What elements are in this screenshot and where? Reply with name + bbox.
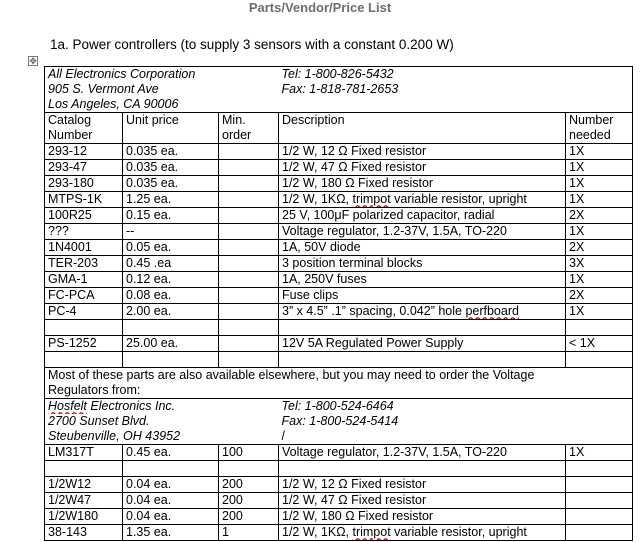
empty-cell <box>45 320 123 336</box>
vendor-contact-line <box>279 97 633 113</box>
unit-price: 2.00 ea. <box>123 304 219 320</box>
number-needed <box>566 509 633 525</box>
vendor-name: Electronics Inc. <box>86 399 176 413</box>
misspelled-word: perfboard <box>465 304 519 318</box>
unit-price: -- <box>123 224 219 240</box>
min-order <box>219 304 279 320</box>
table-row <box>45 288 633 304</box>
vendor-address-row <box>45 67 633 83</box>
header-desc <box>279 128 566 144</box>
description: 1A, 250V fuses <box>279 272 566 288</box>
empty-cell <box>279 461 566 477</box>
section-heading: 1a. Power controllers (to supply 3 sensors with a constant 0.200 W) <box>50 37 454 52</box>
number-needed: 1X <box>566 176 633 192</box>
empty-cell <box>123 352 219 368</box>
blank-row <box>45 352 633 368</box>
empty-cell <box>279 352 566 368</box>
vendor-address-line: Los Angeles, CA 90006 <box>45 97 279 113</box>
unit-price: 1.25 ea. <box>123 192 219 208</box>
vendor-address-line: 2700 Sunset Blvd. <box>45 414 279 429</box>
number-needed <box>566 525 633 541</box>
description: 12V 5A Regulated Power Supply <box>279 336 566 352</box>
number-needed <box>566 477 633 493</box>
empty-cell <box>219 320 279 336</box>
number-needed: 1X <box>566 160 633 176</box>
table-row <box>45 272 633 288</box>
number-needed: 2X <box>566 208 633 224</box>
unit-price: 0.035 ea. <box>123 176 219 192</box>
catalog-number: 293-12 <box>45 144 123 160</box>
min-order <box>219 272 279 288</box>
note-text: Most of these parts are also available elsewhere, but you may need to order the Voltage <box>45 368 633 384</box>
number-needed: < 1X <box>566 336 633 352</box>
catalog-number: 293-180 <box>45 176 123 192</box>
min-order: 200 <box>219 493 279 509</box>
catalog-number: GMA-1 <box>45 272 123 288</box>
header-min: order <box>219 128 279 144</box>
note-row <box>45 368 633 384</box>
table-row <box>45 477 633 493</box>
vendor-contact-line: / <box>279 429 633 445</box>
description-text: variable resistor, upright <box>390 192 527 206</box>
empty-cell <box>566 352 633 368</box>
header-desc: Description <box>279 113 566 129</box>
description-text: 1/2 W, 1KΩ, <box>282 192 353 206</box>
catalog-number: LM317T <box>45 445 123 461</box>
unit-price: 0.45 ea. <box>123 445 219 461</box>
vendor-contact-line: Fax: 1-800-524-5414 <box>279 414 633 429</box>
number-needed: 2X <box>566 288 633 304</box>
empty-cell <box>45 461 123 477</box>
misspelled-word: trimpot <box>352 525 391 539</box>
catalog-number: FC-PCA <box>45 288 123 304</box>
unit-price: 25.00 ea. <box>123 336 219 352</box>
vendor-address-row <box>45 414 633 429</box>
min-order: 200 <box>219 509 279 525</box>
unit-price: 0.05 ea. <box>123 240 219 256</box>
min-order <box>219 192 279 208</box>
unit-price: 0.035 ea. <box>123 144 219 160</box>
table-row <box>45 192 633 208</box>
table-row <box>45 493 633 509</box>
misspelled-word: Hosfelt <box>48 399 87 413</box>
vendor-address-row <box>45 97 633 113</box>
table-row <box>45 509 633 525</box>
empty-cell <box>566 320 633 336</box>
unit-price: 0.04 ea. <box>123 493 219 509</box>
catalog-number: PS-1252 <box>45 336 123 352</box>
vendor-address-line: 905 S. Vermont Ave <box>45 82 279 97</box>
description-text: 3” x 4.5” .1” spacing, 0.042” hole <box>282 304 466 318</box>
empty-cell <box>123 320 219 336</box>
number-needed: 1X <box>566 304 633 320</box>
catalog-number: 38-143 <box>45 525 123 541</box>
note-row <box>45 383 633 399</box>
header-price <box>123 128 219 144</box>
catalog-number: 100R25 <box>45 208 123 224</box>
table-row <box>45 176 633 192</box>
number-needed: 1X <box>566 272 633 288</box>
description: 1A, 50V diode <box>279 240 566 256</box>
empty-cell <box>219 461 279 477</box>
min-order <box>219 160 279 176</box>
header-catalog: Number <box>45 128 123 144</box>
header-need: needed <box>566 128 633 144</box>
unit-price: 0.15 ea. <box>123 208 219 224</box>
vendor-address-line <box>45 399 279 415</box>
vendor-address-row <box>45 429 633 445</box>
empty-cell <box>566 461 633 477</box>
description: Voltage regulator, 1.2-37V, 1.5A, TO-220 <box>279 224 566 240</box>
unit-price: 0.45 .ea <box>123 256 219 272</box>
description: 1/2 W, 12 Ω Fixed resistor <box>279 477 566 493</box>
number-needed: 1X <box>566 224 633 240</box>
number-needed <box>566 493 633 509</box>
catalog-number: MTPS-1K <box>45 192 123 208</box>
table-row <box>45 304 633 320</box>
four-arrow-move-icon: ✥ <box>29 56 37 66</box>
unit-price: 0.08 ea. <box>123 288 219 304</box>
table-move-handle[interactable] <box>28 56 38 66</box>
catalog-number: 1N4001 <box>45 240 123 256</box>
vendor-address-line: Steubenville, OH 43952 <box>45 429 279 445</box>
empty-cell <box>219 352 279 368</box>
min-order <box>219 224 279 240</box>
vendor-contact-line: Fax: 1-818-781-2653 <box>279 82 633 97</box>
table-row <box>45 336 633 352</box>
table-row <box>45 224 633 240</box>
catalog-number: ??? <box>45 224 123 240</box>
unit-price: 0.04 ea. <box>123 477 219 493</box>
parts-table <box>44 66 633 541</box>
min-order: 100 <box>219 445 279 461</box>
description: 25 V, 100μF polarized capacitor, radial <box>279 208 566 224</box>
number-needed: 1X <box>566 144 633 160</box>
min-order <box>219 256 279 272</box>
unit-price: 0.04 ea. <box>123 509 219 525</box>
header-min: Min. <box>219 113 279 129</box>
catalog-number: 293-47 <box>45 160 123 176</box>
blank-row <box>45 461 633 477</box>
description: Fuse clips <box>279 288 566 304</box>
min-order <box>219 144 279 160</box>
unit-price: 0.035 ea. <box>123 160 219 176</box>
catalog-number: 1/2W12 <box>45 477 123 493</box>
number-needed: 2X <box>566 240 633 256</box>
min-order: 1 <box>219 525 279 541</box>
number-needed: 1X <box>566 445 633 461</box>
catalog-number: 1/2W47 <box>45 493 123 509</box>
table-row <box>45 208 633 224</box>
unit-price: 1.35 ea. <box>123 525 219 541</box>
table-row <box>45 160 633 176</box>
column-header-row <box>45 113 633 129</box>
note-text: Regulators from: <box>45 383 633 399</box>
description-text: 1/2 W, 1KΩ, <box>282 525 353 539</box>
vendor-contact-line: Tel: 1-800-826-5432 <box>279 67 633 83</box>
catalog-number: 1/2W180 <box>45 509 123 525</box>
min-order <box>219 288 279 304</box>
catalog-number: PC-4 <box>45 304 123 320</box>
blank-row <box>45 320 633 336</box>
description: 3 position terminal blocks <box>279 256 566 272</box>
empty-cell <box>45 352 123 368</box>
unit-price: 0.12 ea. <box>123 272 219 288</box>
vendor-address-line: All Electronics Corporation <box>45 67 279 83</box>
description: 1/2 W, 180 Ω Fixed resistor <box>279 509 566 525</box>
empty-cell <box>279 320 566 336</box>
description: 1/2 W, 47 Ω Fixed resistor <box>279 160 566 176</box>
description: 1/2 W, 47 Ω Fixed resistor <box>279 493 566 509</box>
description <box>279 304 566 320</box>
header-catalog: Catalog <box>45 113 123 129</box>
header-price: Unit price <box>123 113 219 129</box>
table-row <box>45 256 633 272</box>
empty-cell <box>123 461 219 477</box>
vendor-address-row <box>45 82 633 97</box>
description: 1/2 W, 12 Ω Fixed resistor <box>279 144 566 160</box>
description <box>279 525 566 541</box>
description-text: variable resistor, upright <box>390 525 527 539</box>
number-needed: 1X <box>566 192 633 208</box>
number-needed: 3X <box>566 256 633 272</box>
min-order <box>219 240 279 256</box>
table-row <box>45 445 633 461</box>
min-order <box>219 208 279 224</box>
vendor-contact-line: Tel: 1-800-524-6464 <box>279 399 633 415</box>
document-title: Parts/Vendor/Price List <box>248 0 392 15</box>
misspelled-word: trimpot <box>352 192 391 206</box>
table-row <box>45 240 633 256</box>
column-header-row <box>45 128 633 144</box>
description: 1/2 W, 180 Ω Fixed resistor <box>279 176 566 192</box>
header-need: Number <box>566 113 633 129</box>
table-row <box>45 144 633 160</box>
vendor-address-row <box>45 399 633 415</box>
table-row <box>45 525 633 541</box>
description: Voltage regulator, 1.2-37V, 1.5A, TO-220 <box>279 445 566 461</box>
min-order <box>219 176 279 192</box>
min-order <box>219 336 279 352</box>
catalog-number: TER-203 <box>45 256 123 272</box>
min-order: 200 <box>219 477 279 493</box>
description <box>279 192 566 208</box>
